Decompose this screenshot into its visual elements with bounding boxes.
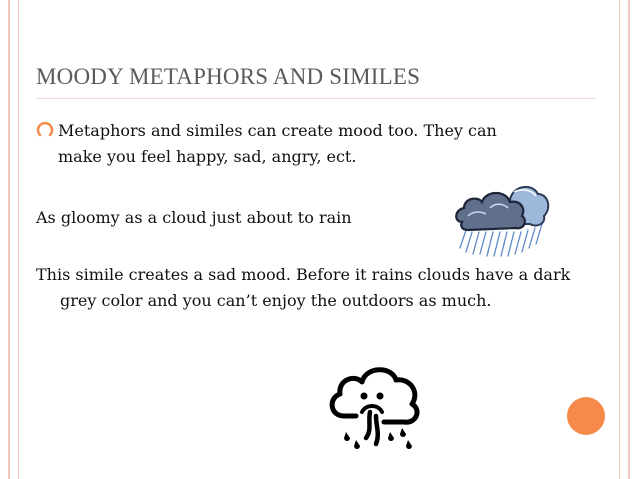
simile-text: As gloomy as a cloud just about to rain	[36, 208, 352, 227]
rain-cloud-icon	[452, 178, 552, 264]
title-divider	[36, 98, 596, 99]
bullet-text: Metaphors and similes can create mood too. They can make you feel happy, sad, angry, ect.	[58, 121, 497, 166]
slide-title: MOODY METAPHORS AND SIMILES	[36, 64, 421, 89]
decorative-orange-circle	[567, 397, 605, 435]
sad-cloud-icon	[326, 360, 422, 460]
bullet-icon	[36, 120, 54, 138]
bullet-item	[36, 118, 516, 170]
explanation-text: This simile creates a sad mood. Before it rains clouds have a dark grey color and you can’t enjoy the outdoors as much.	[36, 265, 571, 310]
